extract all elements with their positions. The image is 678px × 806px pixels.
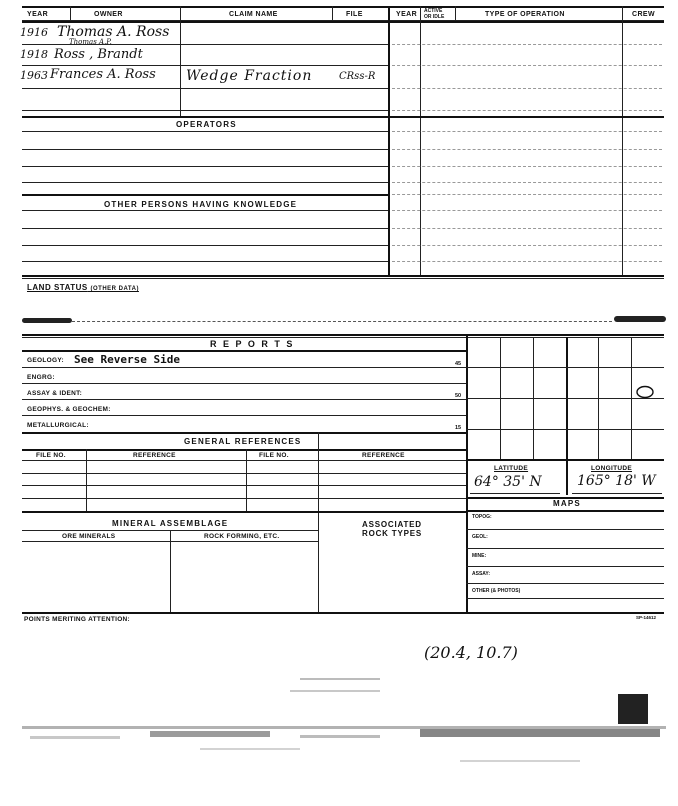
row-2-owner-note: Thomas A.P. bbox=[69, 38, 112, 46]
report-metallurgical-label: METALLURGICAL: bbox=[27, 422, 89, 429]
operators-title: OPERATORS bbox=[176, 120, 237, 129]
ref-header-file-no-2: FILE NO. bbox=[259, 452, 289, 459]
report-engrg-label: ENGRG: bbox=[27, 374, 55, 381]
land-status-subtitle: (OTHER DATA) bbox=[90, 286, 139, 292]
header-year: YEAR bbox=[27, 11, 49, 18]
reports-title: R E P O R T S bbox=[210, 339, 295, 349]
maps-assay-label: ASSAY: bbox=[472, 571, 491, 577]
form-number: SP-14612 bbox=[636, 615, 657, 620]
longitude-label: LONGITUDE bbox=[591, 465, 632, 472]
header-active: ACTIVE bbox=[424, 8, 443, 14]
general-references-title: GENERAL REFERENCES bbox=[184, 437, 302, 446]
header-year-2: YEAR bbox=[396, 11, 418, 18]
row-3-claim-name: Wedge Fraction bbox=[186, 68, 313, 84]
maps-mine-label: MINE: bbox=[472, 553, 487, 559]
maps-topog-label: TOPOG: bbox=[472, 514, 492, 520]
row-3-file: CRss-R bbox=[339, 71, 376, 82]
header-file: FILE bbox=[346, 11, 363, 18]
points-meriting-attention-label: POINTS MERITING ATTENTION: bbox=[24, 616, 131, 623]
latitude-label: LATITUDE bbox=[494, 465, 529, 472]
report-geology-value: See Reverse Side bbox=[74, 353, 180, 366]
row-1-year: 1916 bbox=[20, 26, 48, 39]
header-type-of-operation: TYPE OF OPERATION bbox=[485, 11, 565, 18]
location-circle-mark bbox=[634, 384, 656, 400]
rock-forming-label: ROCK FORMING, ETC. bbox=[204, 533, 280, 540]
longitude-value: 165° 18' W bbox=[577, 473, 656, 489]
land-status-title: LAND STATUS bbox=[27, 283, 88, 292]
ref-header-file-no: FILE NO. bbox=[36, 452, 66, 459]
header-or-idle: OR IDLE bbox=[424, 14, 445, 20]
row-1-owner: Thomas A. Ross bbox=[57, 24, 170, 40]
header-claim-name: CLAIM NAME bbox=[229, 11, 278, 18]
maps-title: MAPS bbox=[553, 499, 581, 508]
row-3-year: 1963 bbox=[20, 69, 48, 82]
header-crew: CREW bbox=[632, 11, 655, 18]
report-geophys-label: GEOPHYS. & GEOCHEM: bbox=[27, 406, 111, 413]
ore-minerals-label: ORE MINERALS bbox=[62, 533, 116, 540]
ref-header-reference: REFERENCE bbox=[133, 452, 176, 459]
mineral-assemblage-title: MINERAL ASSEMBLAGE bbox=[112, 519, 229, 528]
associated-label: ASSOCIATED bbox=[362, 520, 422, 529]
scale-number-50: 50 bbox=[455, 393, 462, 399]
maps-geol-label: GEOL: bbox=[472, 534, 488, 540]
maps-other-label: OTHER (& PHOTOS) bbox=[472, 588, 521, 594]
row-2-year: 1918 bbox=[20, 48, 48, 61]
other-persons-title: OTHER PERSONS HAVING KNOWLEDGE bbox=[104, 200, 298, 209]
ref-header-reference-2: REFERENCE bbox=[362, 452, 405, 459]
coordinates-note: (20.4, 10.7) bbox=[424, 643, 518, 662]
latitude-value: 64° 35' N bbox=[474, 474, 542, 490]
row-2-owner: Ross , Brandt bbox=[54, 47, 143, 62]
report-assay-label: ASSAY & IDENT: bbox=[27, 390, 83, 397]
report-geology-label: GEOLOGY: bbox=[27, 357, 64, 364]
header-owner: OWNER bbox=[94, 11, 123, 18]
scale-number-45: 45 bbox=[455, 361, 462, 367]
scale-number-15: 15 bbox=[455, 425, 462, 431]
rock-types-label: ROCK TYPES bbox=[362, 529, 423, 538]
row-3-owner: Frances A. Ross bbox=[50, 67, 156, 82]
